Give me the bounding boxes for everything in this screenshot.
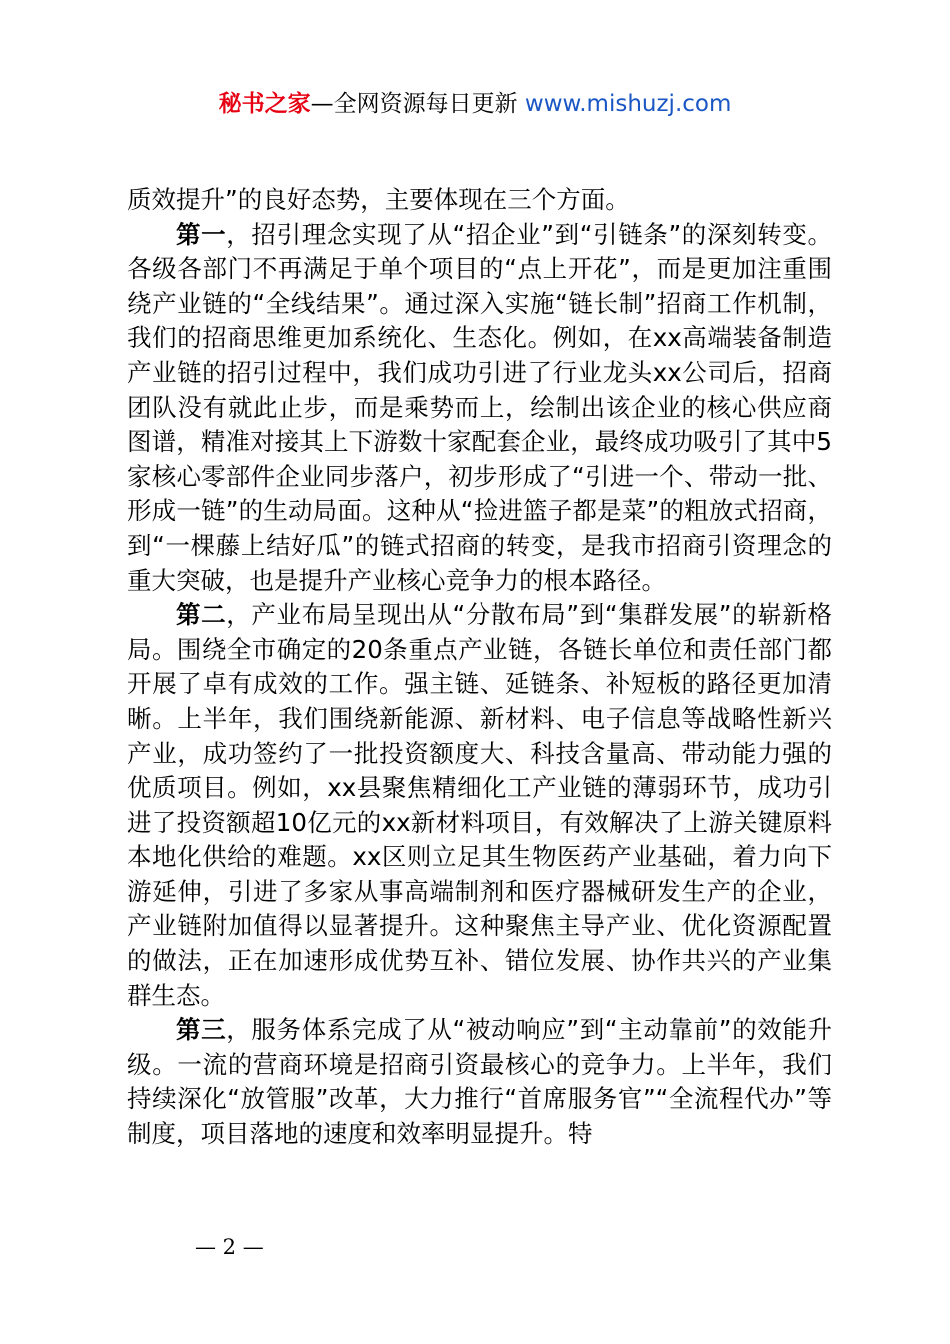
document-body xyxy=(127,183,832,1152)
page-number: — 2 — xyxy=(195,1235,264,1259)
paragraph-lead: 第一 xyxy=(176,219,227,249)
website-url: www.mishuzj.com xyxy=(524,91,732,117)
paragraph-text: ，产业布局呈现出从“分散布局”到“集群发展”的崭新格局。围绕全市确定的20条重点产业链，各链长单位和责任部门都开展了卓有成效的工作。强主链、延链条、补短板的路径更加清晰。上半年，我们围绕新能源、新材料、电子信息等战略性新兴产业，成功签约了一批投资额度大、科技含量高、带动能力强的优质项目。例如，xx县聚焦精细化工产业链的薄弱环节，成功引进了投资额超10亿元的xx新材料项目，有效解决了上游关键原料本地化供给的难题。xx区则立足其生物医药产业基础，着力向下游延伸，引进了多家从事高端制剂和医疗器械研发生产的企业，产业链附加值得以显著提升。这种聚焦主导产业、优化资源配置的做法，正在加速形成优势互补、错位发展、协作共兴的产业集群生态。 xyxy=(127,600,832,1010)
header-tagline: —全网资源每日更新 xyxy=(310,91,525,117)
brand-name: 秘书之家 xyxy=(218,91,311,117)
paragraph-lead: 第二 xyxy=(176,600,227,630)
paragraph-continuation xyxy=(127,183,832,218)
paragraph-text: ，服务体系完成了从“被动响应”到“主动靠前”的效能升级。一流的营商环境是招商引资最核心的竞争力。上半年，我们持续深化“放管服”改革，大力推行“首席服务官”“全流程代办”等制度，项目落地的速度和效率明显提升。特 xyxy=(127,1015,832,1149)
site-watermark-header xyxy=(0,88,950,120)
paragraph-second-point xyxy=(127,598,832,1013)
paragraph-first-point xyxy=(127,218,832,599)
paragraph-third-point xyxy=(127,1013,832,1151)
paragraph-text: 质效提升”的良好态势，主要体现在三个方面。 xyxy=(127,185,630,214)
paragraph-text: ，招引理念实现了从“招企业”到“引链条”的深刻转变。各级各部门不再满足于单个项目的“点上开花”，而是更加注重围绕产业链的“全线结果”。通过深入实施“链长制”招商工作机制，我们的招商思维更加系统化、生态化。例如，在xx高端装备制造产业链的招引过程中，我们成功引进了行业龙头xx公司后，招商团队没有就此止步，而是乘势而上，绘制出该企业的核心供应商图谱，精准对接其上下游数十家配套企业，最终成功吸引了其中5家核心零部件企业同步落户，初步形成了“引进一个、带动一批、形成一链”的生动局面。这种从“捡进篮子都是菜”的粗放式招商，到“一棵藤上结好瓜”的链式招商的转变，是我市招商引资理念的重大突破，也是提升产业核心竞争力的根本路径。 xyxy=(127,219,832,595)
paragraph-lead: 第三 xyxy=(176,1015,227,1045)
